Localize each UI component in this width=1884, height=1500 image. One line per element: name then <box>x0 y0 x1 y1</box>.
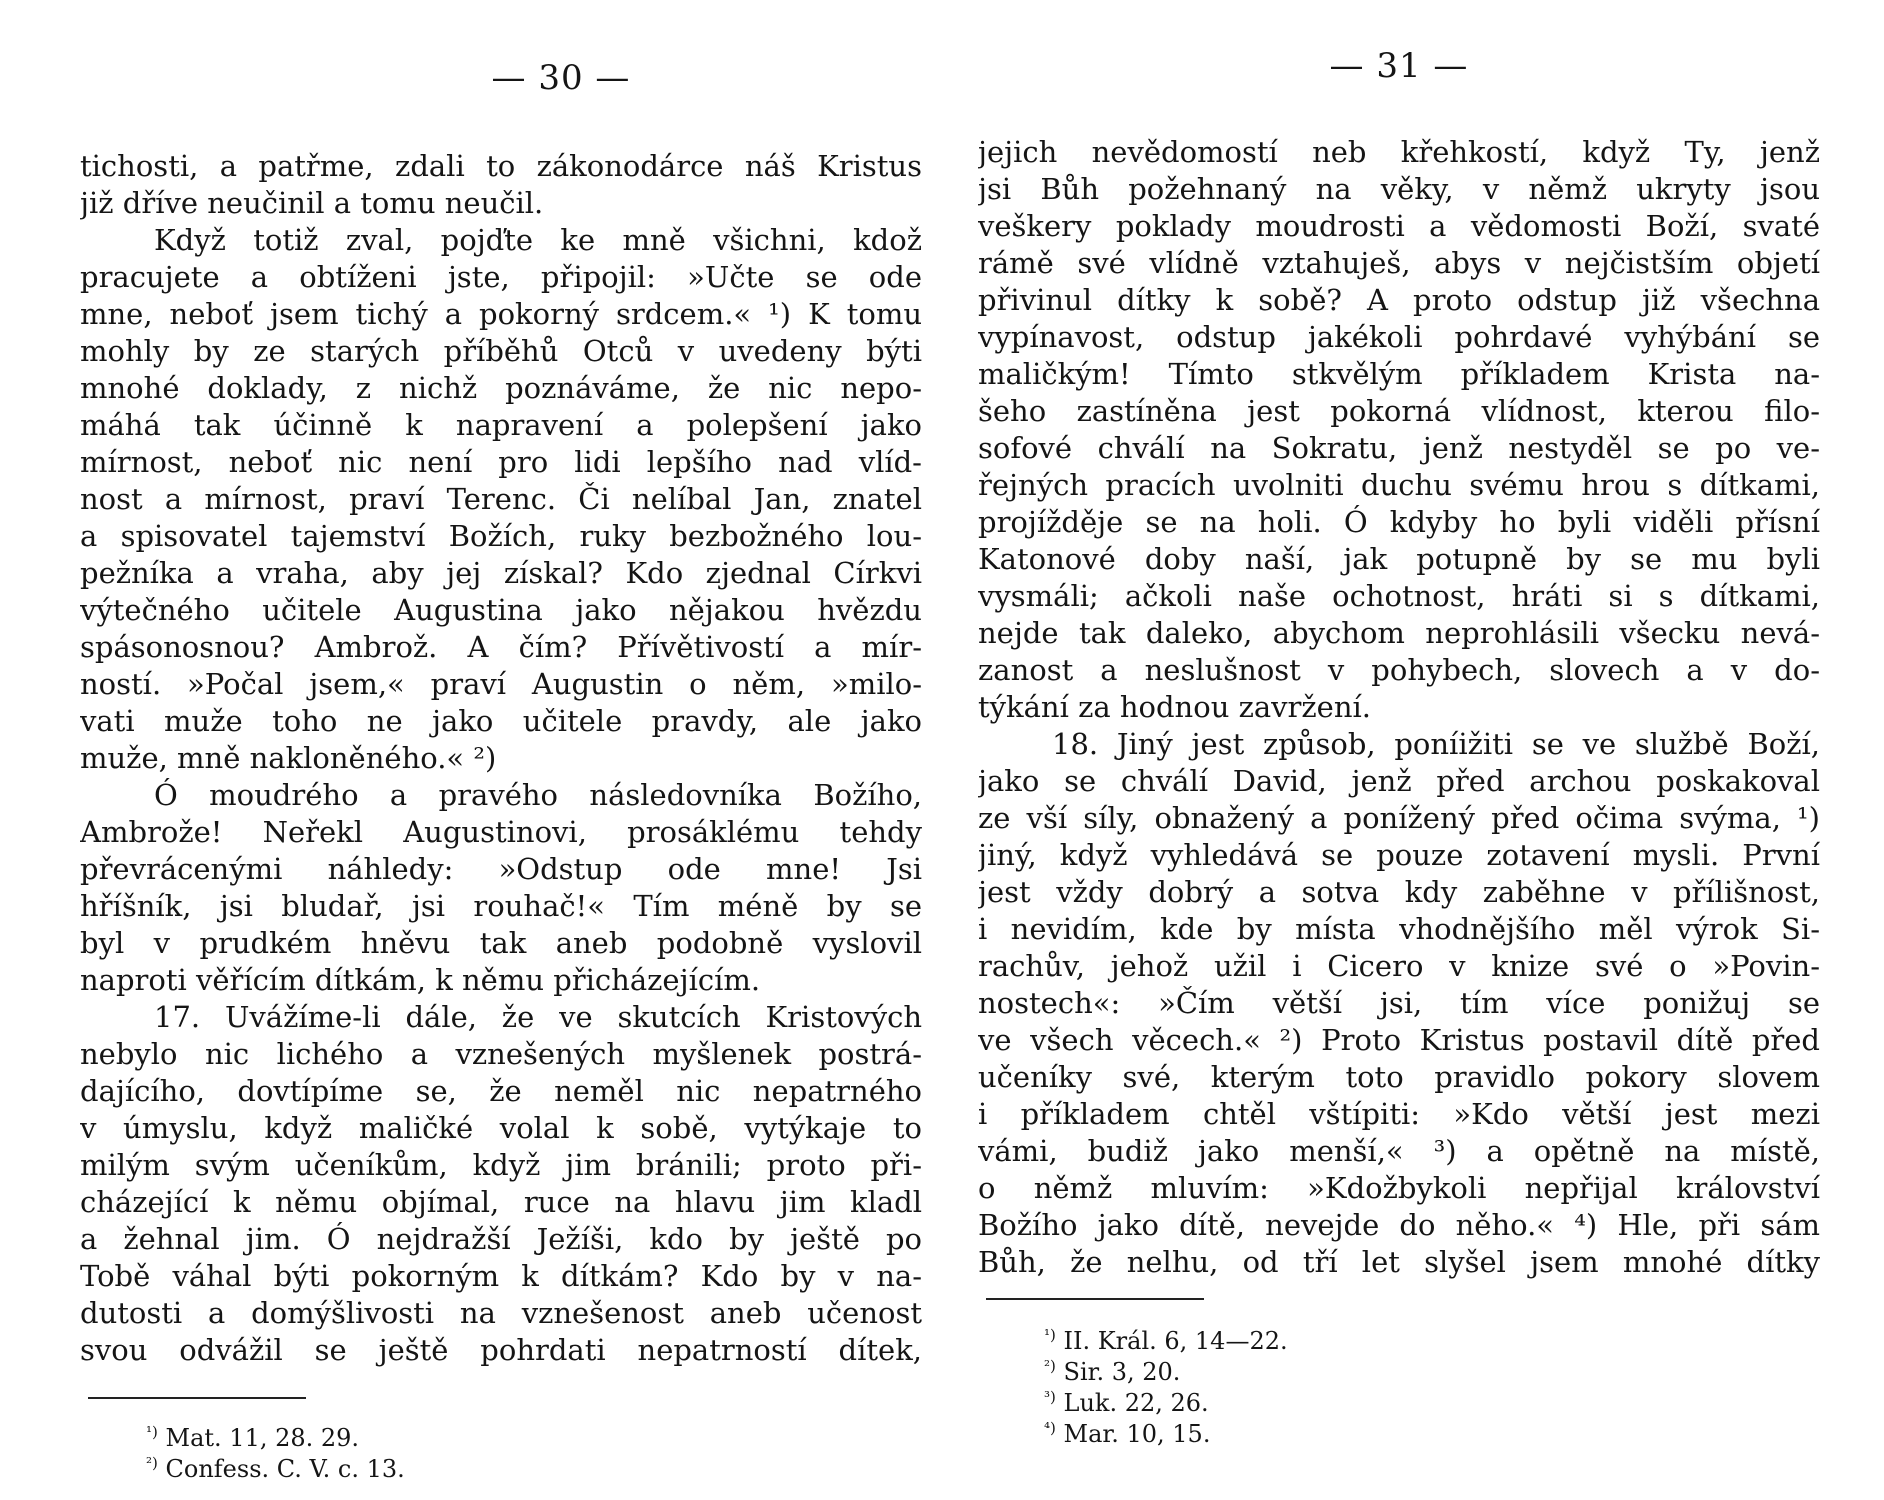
text-line: dajícího, dovtípíme se, že neměl nic nepatrného <box>80 1074 922 1108</box>
text-line: ností. »Počal jsem,« praví Augustin o něm, »milo- <box>80 667 922 701</box>
text-line: Ambrože! Neřekl Augustinovi, prosáklému tehdy <box>80 815 922 849</box>
page-number: — 31 — <box>1329 46 1469 86</box>
text-line: nost a mírnost, praví Terenc. Či nelíbal Jan, znatel <box>80 482 922 516</box>
text-line: zanost a neslušnost v pohybech, slovech a v do- <box>978 653 1820 687</box>
text-line: svou odvážil se ještě pohrdati nepatrností dítek, <box>80 1333 922 1367</box>
body-text <box>978 134 1820 1281</box>
text-line: převrácenými náhledy: »Odstup ode mne! Jsi <box>80 852 922 886</box>
text-line: tichosti, a patřme, zdali to zákonodárce náš Kristus <box>80 149 922 183</box>
footnote-mark: ²) <box>1044 1357 1056 1375</box>
footnote-mark: ¹) <box>1044 1326 1056 1344</box>
text-line: rámě své vlídně vztahuješ, abys v nejčistším objetí <box>978 246 1820 280</box>
text-line: naproti věřícím dítkám, k němu přicházejícím. <box>80 963 761 997</box>
text-line: Božího jako dítě, nevejde do něho.« ⁴) Hle, při sám <box>978 1208 1820 1242</box>
text-line: i příkladem chtěl vštípiti: »Kdo větší jest mezi <box>978 1097 1820 1131</box>
footnote-mark: ³) <box>1044 1388 1056 1406</box>
text-line: vati muže toho ne jako učitele pravdy, ale jako <box>80 704 922 738</box>
text-line: milým svým učeníkům, když jim bránili; proto při- <box>80 1148 922 1182</box>
text-line: Ó moudrého a pravého následovníka Božího, <box>154 778 922 812</box>
footnote <box>146 1448 746 1483</box>
text-line: pežníka a vraha, aby jej získal? Kdo zjednal Církvi <box>80 556 922 590</box>
text-line: cházející k němu objímal, ruce na hlavu jim kladl <box>80 1185 922 1219</box>
footnote <box>1044 1382 1644 1417</box>
text-line: sofové chválí na Sokratu, jenž nestyděl se po ve- <box>978 431 1820 465</box>
footnote-text: Mat. 11, 28. 29. <box>165 1424 360 1452</box>
text-line: v úmyslu, když maličké volal k sobě, vytýkaje to <box>80 1111 922 1145</box>
text-line: mne, neboť jsem tichý a pokorný srdcem.« ¹) K tomu <box>80 297 922 331</box>
text-line: maličkým! Tímto stkvělým příkladem Krista na- <box>978 357 1820 391</box>
text-line: i nevidím, kde by místa vhodnějšího měl výrok Si- <box>978 912 1820 946</box>
text-line: projížděje se na holi. Ó kdyby ho byli viděli přísní <box>978 505 1820 539</box>
text-line: Tobě váhal býti pokorným k dítkám? Kdo by v na- <box>80 1259 922 1293</box>
footnote <box>1044 1351 1644 1386</box>
text-line: jiný, když vyhledává se pouze zotavení mysli. První <box>978 838 1820 872</box>
text-line: pracujete a obtíženi jste, připojil: »Učte se ode <box>80 260 922 294</box>
text-line: hříšník, jsi bludař, jsi rouhač!« Tím méně by se <box>80 889 922 923</box>
footnote-mark: ⁴) <box>1044 1419 1056 1437</box>
text-line: mohly by ze starých příběhů Otců v uvedeny býti <box>80 334 922 368</box>
text-line: muže, mně nakloněného.« ²) <box>80 741 497 775</box>
text-line: jsi Bůh požehnaný na věky, v němž ukryty jsou <box>978 172 1820 206</box>
text-line: 18. Jiný jest způsob, poníižiti se ve službě Boží, <box>1052 727 1820 761</box>
text-line: Katonové doby naší, jak potupně by se mu byli <box>978 542 1820 576</box>
body-text <box>80 148 922 1369</box>
text-line: a žehnal jim. Ó nejdražší Ježíši, kdo by ještě po <box>80 1222 922 1256</box>
text-line: přivinul dítky k sobě? A proto odstup již všechna <box>978 283 1820 317</box>
text-line: výtečného učitele Augustina jako nějakou hvězdu <box>80 593 922 627</box>
text-line: dutosti a domýšlivosti na vznešenost aneb učenost <box>80 1296 922 1330</box>
text-line: rachův, jehož užil i Cicero v knize své o »Povin- <box>978 949 1820 983</box>
footnote-text: Mar. 10, 15. <box>1063 1420 1211 1448</box>
text-line: vámi, budiž jako menší,« ³) a opětně na místě, <box>978 1134 1820 1168</box>
text-line: řejných pracích uvolniti duchu svému hrou s dítkami, <box>978 468 1820 502</box>
text-line: vysmáli; ačkoli naše ochotnost, hráti si s dítkami, <box>978 579 1820 613</box>
footnote-divider <box>986 1298 1204 1300</box>
footnote-text: II. Král. 6, 14—22. <box>1063 1327 1288 1355</box>
text-line: ze vší síly, obnažený a ponížený před očima svýma, ¹) <box>978 801 1820 835</box>
page-number: — 30 — <box>491 58 631 98</box>
text-line: byl v prudkém hněvu tak aneb podobně vyslovil <box>80 926 922 960</box>
text-line: máhá tak účinně k napravení a polepšení jako <box>80 408 922 442</box>
text-line: ve všech věcech.« ²) Proto Kristus postavil dítě před <box>978 1023 1820 1057</box>
text-line: mnohé doklady, z nichž poznáváme, že nic nepo- <box>80 371 922 405</box>
footnotes <box>1044 1320 1644 1448</box>
text-line: a spisovatel tajemství Božích, ruky bezbožného lou- <box>80 519 922 553</box>
text-line: jest vždy dobrý a sotva kdy zaběhne v přílišnost, <box>978 875 1820 909</box>
text-line: jejich nevědomostí neb křehkostí, když Ty, jenž <box>978 135 1820 169</box>
text-line: nostech«: »Čím větší jsi, tím více ponižuj se <box>978 986 1820 1020</box>
footnote-text: Luk. 22, 26. <box>1063 1389 1209 1417</box>
footnote-mark: ²) <box>146 1454 158 1472</box>
text-line: vypínavost, odstup jakékoli pohrdavé vyhýbání se <box>978 320 1820 354</box>
footnotes <box>146 1417 746 1483</box>
text-line: šeho zastíněna jest pokorná vlídnost, kterou filo- <box>978 394 1820 428</box>
footnote <box>1044 1413 1644 1448</box>
footnote <box>146 1417 746 1452</box>
text-line: Bůh, že nelhu, od tří let slyšel jsem mnohé dítky <box>978 1245 1820 1279</box>
text-line: mírnost, neboť nic není pro lidi lepšího nad vlíd- <box>80 445 922 479</box>
text-line: o němž mluvím: »Kdožbykoli nepřijal království <box>978 1171 1820 1205</box>
text-line: nebylo nic lichého a vznešených myšlenek postrá- <box>80 1037 922 1071</box>
text-line: nejde tak daleko, abychom neprohlásili všecku nevá- <box>978 616 1820 650</box>
footnote <box>1044 1320 1644 1355</box>
footnote-text: Sir. 3, 20. <box>1063 1358 1181 1386</box>
text-line: Když totiž zval, pojďte ke mně všichni, kdož <box>154 223 922 257</box>
footnote-text: Confess. C. V. c. 13. <box>165 1455 405 1483</box>
text-line: spásonosnou? Ambrož. A čím? Přívětivostí a mír- <box>80 630 922 664</box>
text-line: týkání za hodnou zavržení. <box>978 690 1372 724</box>
text-line: učeníky své, kterým toto pravidlo pokory slovem <box>978 1060 1820 1094</box>
text-line: veškery poklady moudrosti a vědomosti Boží, svaté <box>978 209 1820 243</box>
text-line: jako se chválí David, jenž před archou poskakoval <box>978 764 1820 798</box>
text-line: 17. Uvážíme-li dále, že ve skutcích Kristových <box>154 1000 922 1034</box>
footnote-mark: ¹) <box>146 1423 158 1441</box>
text-line: již dříve neučinil a tomu neučil. <box>80 186 544 220</box>
footnote-divider <box>88 1397 306 1399</box>
